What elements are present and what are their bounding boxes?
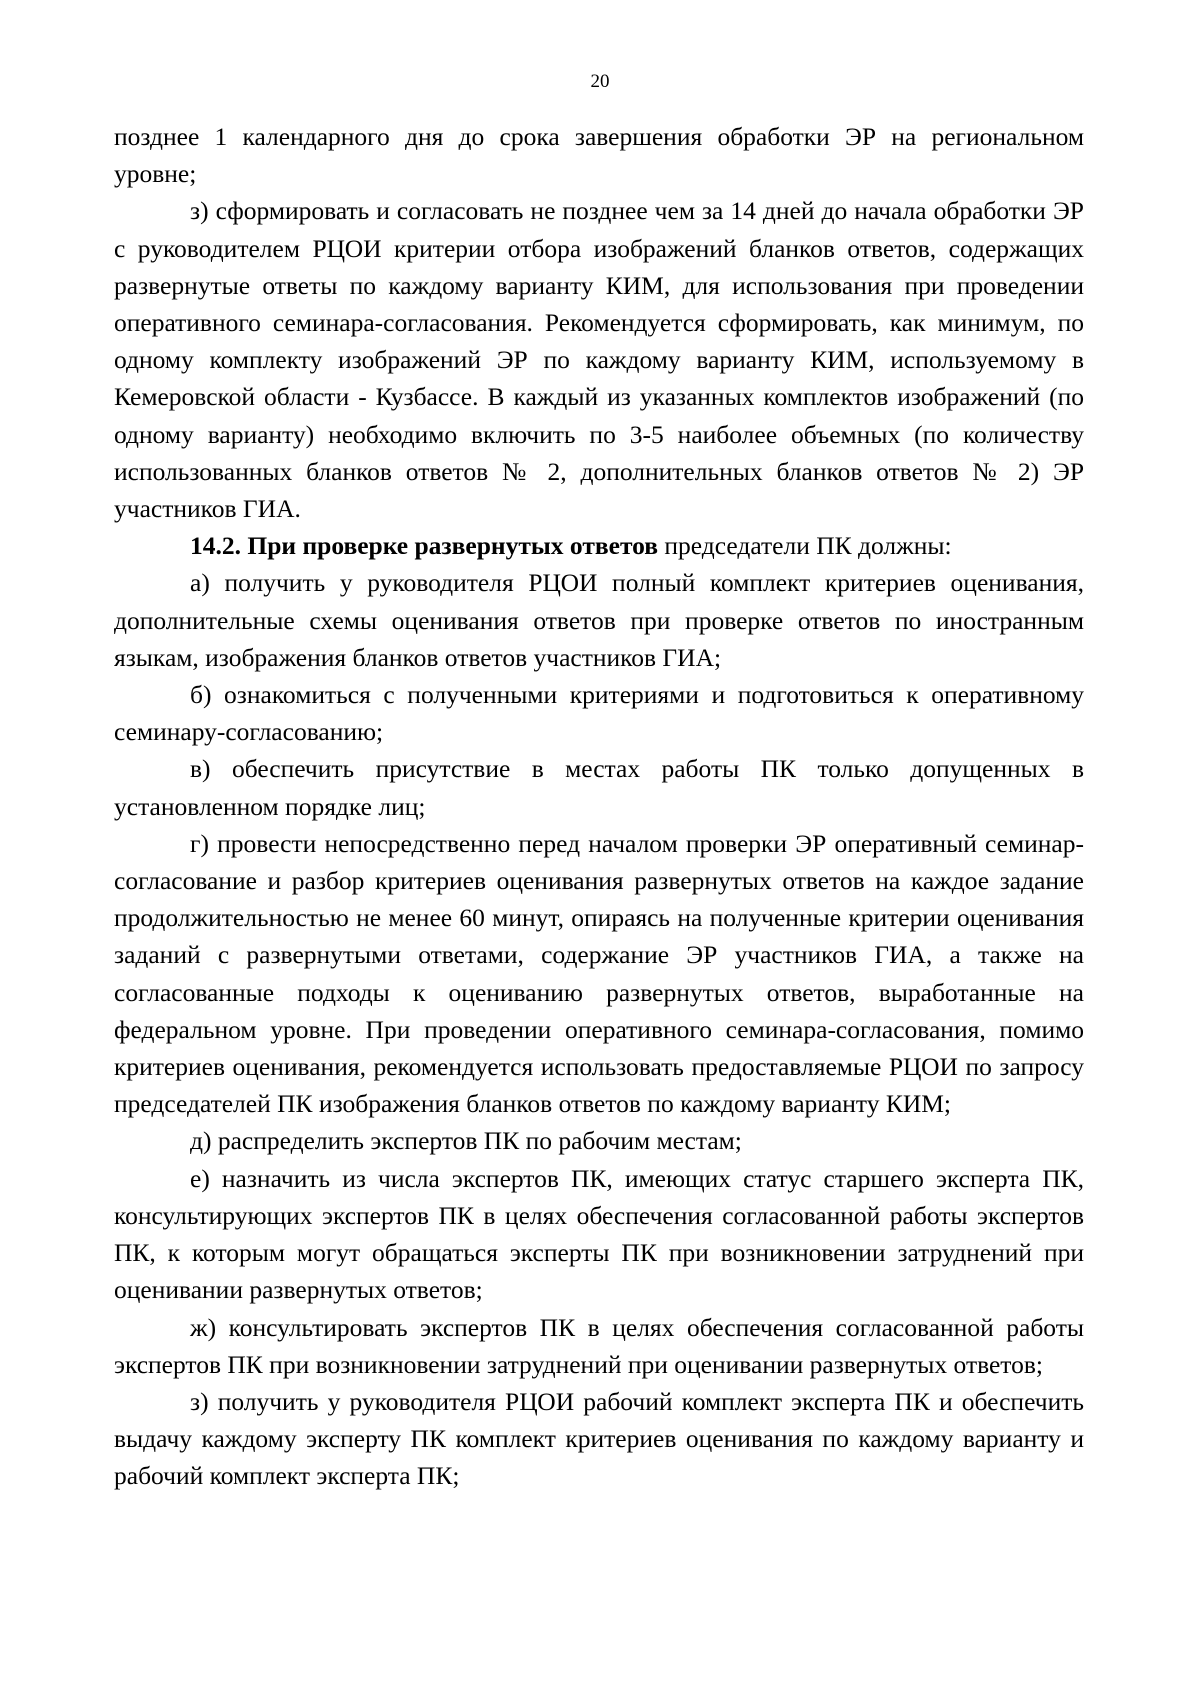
document-body <box>114 118 1084 1495</box>
paragraph-item-g: г) провести непосредственно перед началом проверки ЭР оперативный семинар-согласование и разбор критериев оценивания развернутых ответов на каждое задание продолжительностью не менее 60 минут, опираясь на полученные критерии оценивания заданий с развернутыми ответами, содержание ЭР участников ГИА, а также на согласованные подходы к оцениванию развернутых ответов, выработанные на федеральном уровне. При проведении оперативного семинара-согласования, помимо критериев оценивания, рекомендуется использовать предоставляемые РЦОИ по запросу председателей ПК изображения бланков ответов по каждому варианту КИМ; <box>114 828 1084 1119</box>
paragraph-item-zh: ж) консультировать экспертов ПК в целях обеспечения согласованной работы экспертов ПК при возникновении затруднений при оценивании развернутых ответов; <box>114 1312 1084 1379</box>
paragraph-item-e: е) назначить из числа экспертов ПК, имеющих статус старшего эксперта ПК, консультирующих экспертов ПК в целях обеспечения согласованной работы экспертов ПК, к которым могут обращаться эксперты ПК при возникновении затруднений при оценивании развернутых ответов; <box>114 1163 1084 1305</box>
section-heading-bold: 14.2. При проверке развернутых ответов <box>190 531 659 561</box>
paragraph-continuation: позднее 1 календарного дня до срока завершения обработки ЭР на региональном уровне; <box>114 122 1084 189</box>
paragraph-item-z-first: з) сформировать и согласовать не позднее чем за 14 дней до начала обработки ЭР с руководителем РЦОИ критерии отбора изображений бланков ответов, содержащих развернутые ответы по каждому варианту КИМ, для использования при проведении оперативного семинара-согласования. Рекомендуется сформировать, как минимум, по одному комплекту изображений ЭР по каждому варианту КИМ, используемому в Кемеровской области - Кузбассе. В каждый из указанных комплектов изображений (по одному варианту) необходимо включить по 3-5 наиболее объемных (по количеству использованных бланков ответов № 2, дополнительных бланков ответов № 2) ЭР участников ГИА. <box>114 196 1084 524</box>
paragraph-item-a: а) получить у руководителя РЦОИ полный комплект критериев оценивания, дополнительные схемы оценивания ответов при проверке ответов по иностранным языкам, изображения бланков ответов участников ГИА; <box>114 568 1084 672</box>
paragraph-item-d: д) распределить экспертов ПК по рабочим местам; <box>190 1126 742 1156</box>
paragraph-item-v: в) обеспечить присутствие в местах работы ПК только допущенных в установленном порядке лиц; <box>114 754 1084 821</box>
paragraph-item-b: б) ознакомиться с полученными критериями и подготовиться к оперативному семинару-согласованию; <box>114 680 1084 747</box>
paragraph-item-z-second: з) получить у руководителя РЦОИ рабочий комплект эксперта ПК и обеспечить выдачу каждому эксперту ПК комплект критериев оценивания по каждому варианту и рабочий комплект эксперта ПК; <box>114 1386 1084 1491</box>
page-number: 20 <box>590 71 610 92</box>
section-heading-rest: председатели ПК должны: <box>658 531 952 561</box>
section-heading-14-2 <box>114 527 1084 564</box>
